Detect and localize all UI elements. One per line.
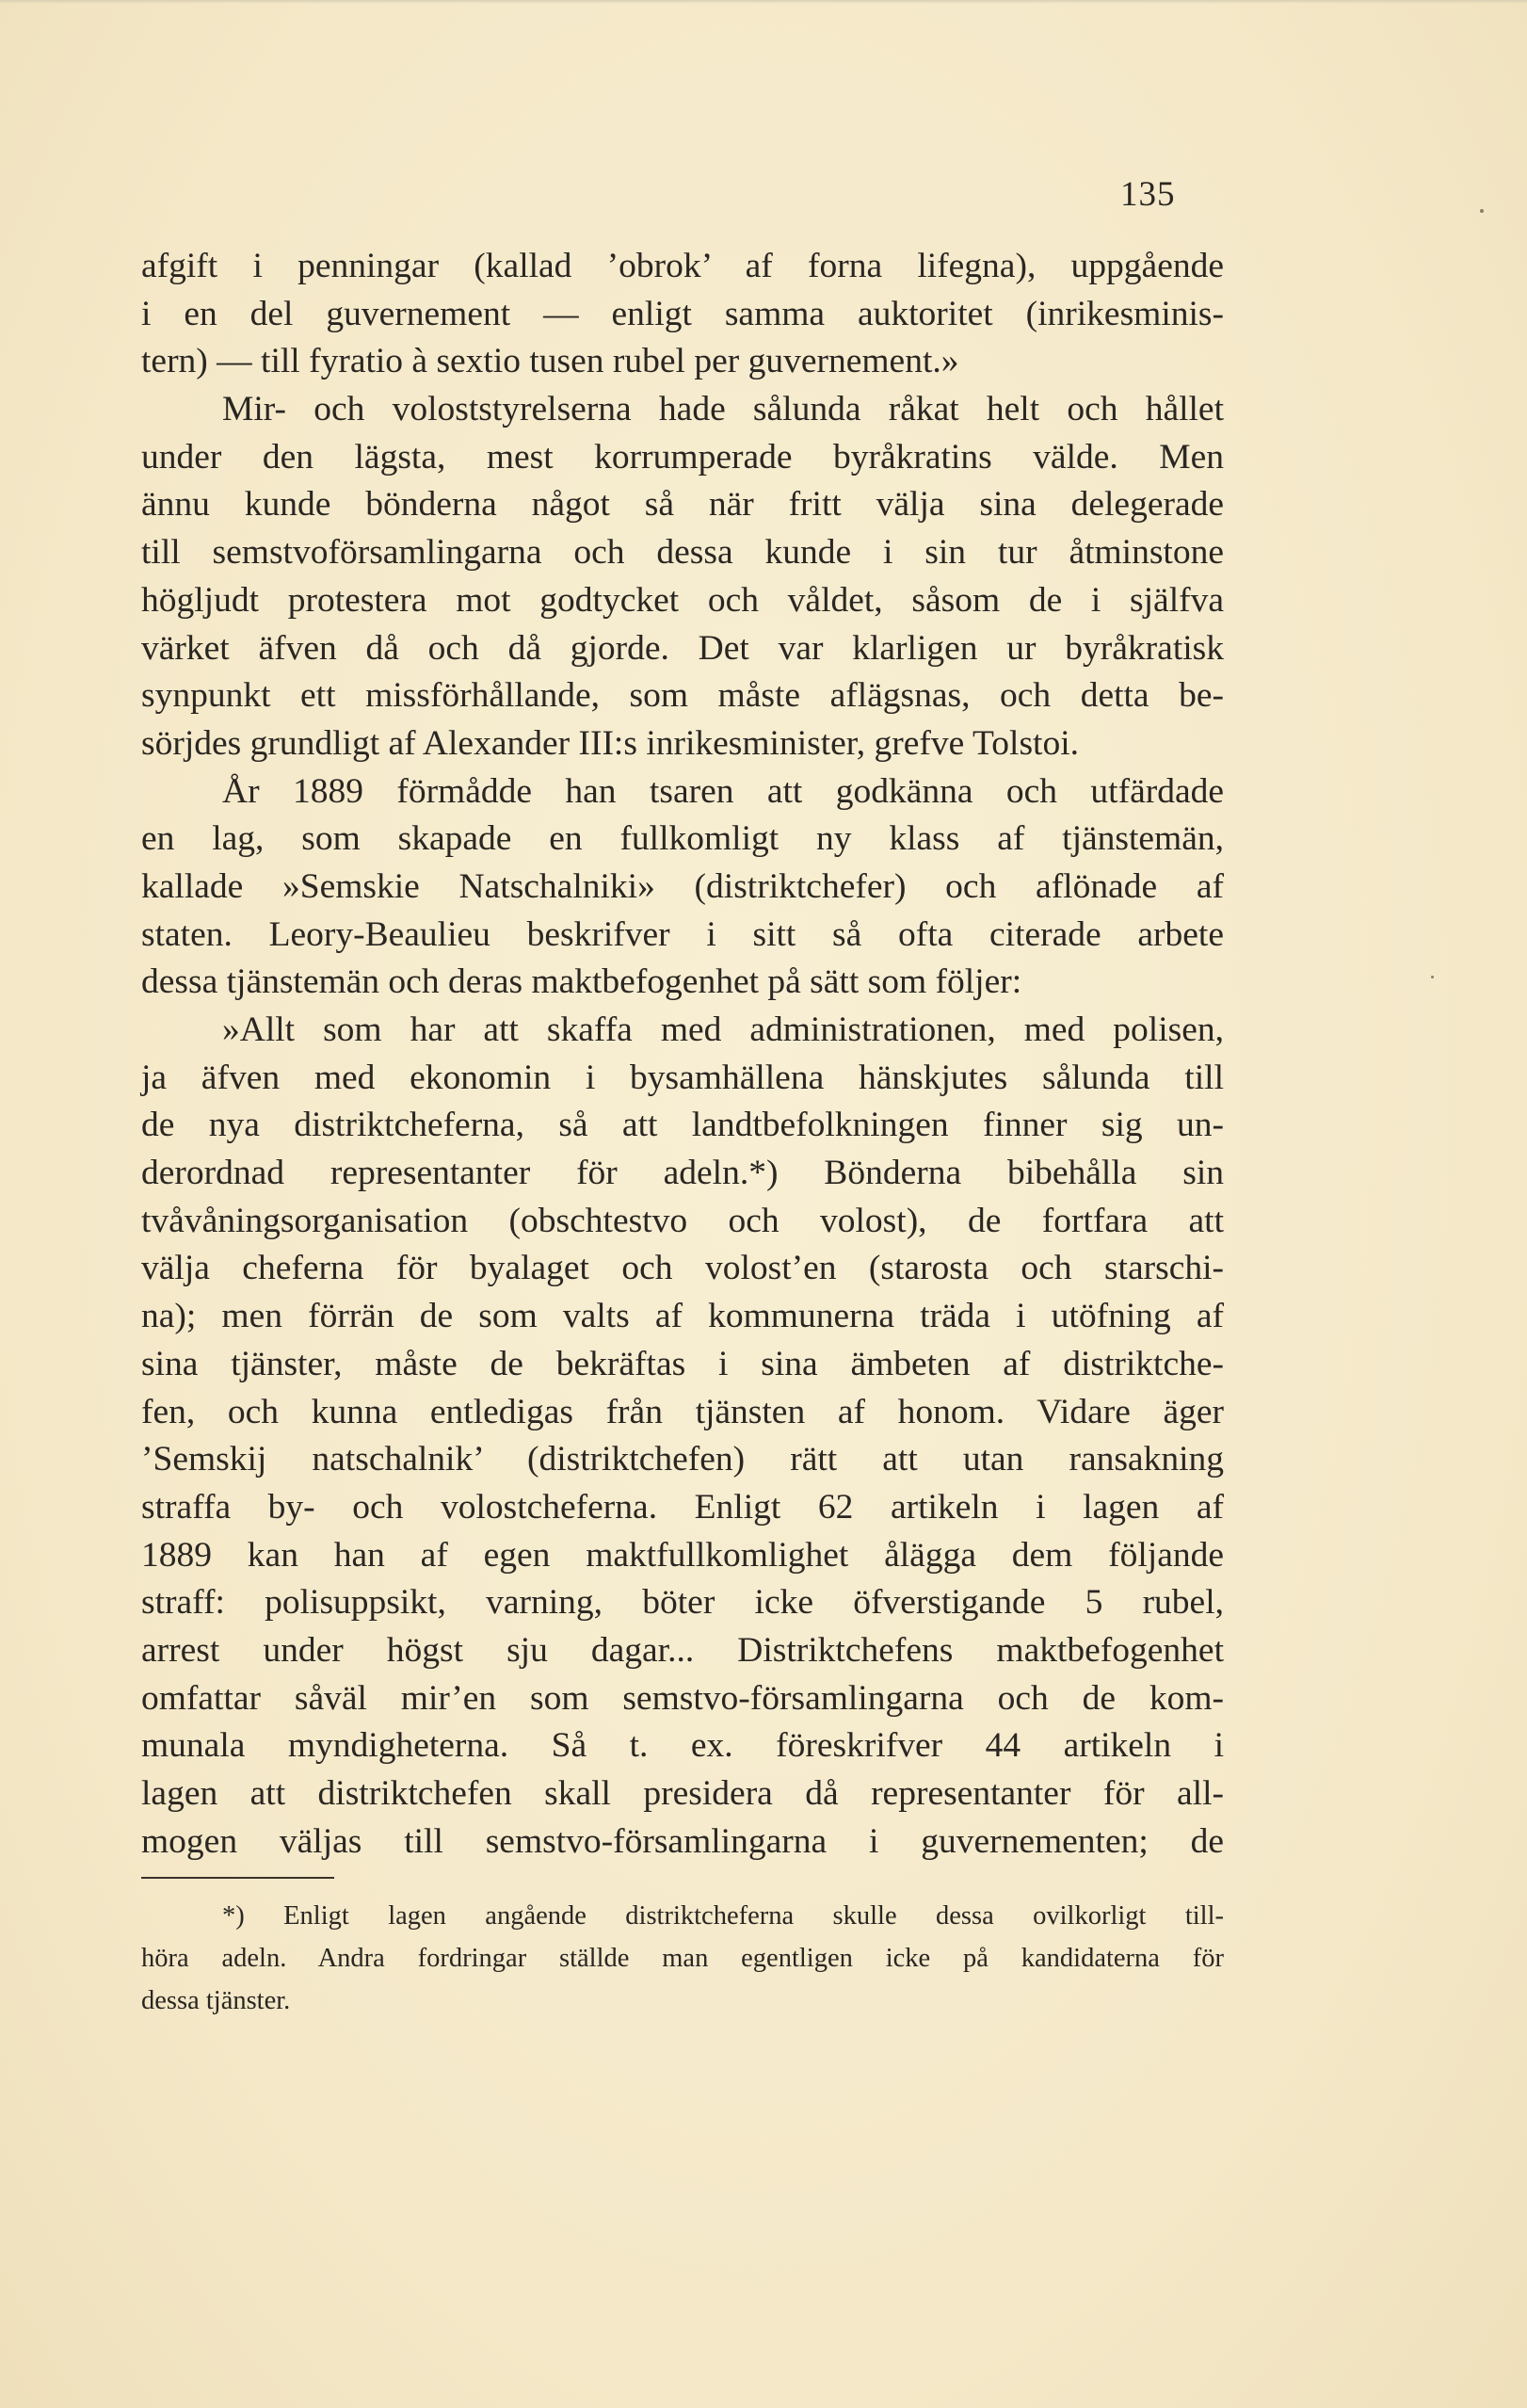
paper-speck xyxy=(1431,976,1434,978)
text-line: synpunkt ett missförhållande, som måste aflägsnas, och detta be- xyxy=(141,676,1224,716)
text-line: ja äfven med ekonomin i bysamhällena hänskjutes sålunda till xyxy=(141,1058,1224,1097)
page-number: 135 xyxy=(1120,175,1176,214)
text-line: tern) — till fyratio à sextio tusen rubel per guvernement.» xyxy=(141,342,959,381)
text-line: arrest under högst sju dagar... Distriktchefens maktbefogenhet xyxy=(141,1630,1224,1670)
text-line: lagen att distriktchefen skall presidera då representanter för all- xyxy=(141,1774,1224,1813)
text-line: straffa by- och volostcheferna. Enligt 62 artikeln i lagen af xyxy=(141,1487,1224,1527)
text-line: sörjdes grundligt af Alexander III:s inrikesminister, grefve Tolstoi. xyxy=(141,723,1080,763)
footnote-line: dessa tjänster. xyxy=(141,1986,291,2015)
text-line: mogen väljas till semstvo-församlingarna i guvernementen; de xyxy=(141,1821,1224,1861)
text-line: de nya distriktcheferna, så att landtbefolkningen finner sig un- xyxy=(141,1106,1224,1145)
text-line: dessa tjänstemän och deras maktbefogenhet på sätt som följer: xyxy=(141,962,1022,1002)
text-line: kallade »Semskie Natschalniki» (distriktchefer) och aflönade af xyxy=(141,866,1224,906)
text-line: omfattar såväl mir’en som semstvo-församlingarna och de kom- xyxy=(141,1678,1224,1718)
text-line: till semstvoförsamlingarna och dessa kunde i sin tur åtminstone xyxy=(141,533,1224,573)
text-line: afgift i penningar (kallad ’obrok’ af forna lifegna), uppgående xyxy=(141,247,1224,285)
text-line: högljudt protestera mot godtycket och våldet, såsom de i själfva xyxy=(141,580,1224,620)
text-line: i en del guvernement — enligt samma auktoritet (inrikesminis- xyxy=(141,294,1224,333)
text-line: »Allt som har att skaffa med administrationen, med polisen, xyxy=(222,1010,1224,1049)
text-line: Mir- och voloststyrelserna hade sålunda råkat helt och hållet xyxy=(222,390,1224,429)
text-line: na); men förrän de som valts af kommunerna träda i utöfning af xyxy=(141,1297,1224,1336)
footnote-line: höra adeln. Andra fordringar ställde man egentligen icke på kandidaterna för xyxy=(141,1944,1224,1973)
paper-speck xyxy=(1480,209,1484,213)
text-line: sina tjänster, måste de bekräftas i sina ämbeten af distriktche- xyxy=(141,1344,1224,1383)
text-line: värket äfven då och då gjorde. Det var klarligen ur byråkratisk xyxy=(141,628,1224,668)
text-line: en lag, som skapade en fullkomligt ny klass af tjänstemän, xyxy=(141,819,1224,859)
text-line: År 1889 förmådde han tsaren att godkänna och utfärdade xyxy=(222,771,1224,811)
footnote-rule xyxy=(141,1877,334,1879)
text-line: straff: polisuppsikt, varning, böter icke öfverstigande 5 rubel, xyxy=(141,1583,1224,1623)
text-line: ’Semskij natschalnik’ (distriktchefen) rätt att utan ransakning xyxy=(141,1440,1224,1479)
text-line: välja cheferna för byalaget och volost’en (starosta och starschi- xyxy=(141,1249,1224,1288)
page-top-edge xyxy=(0,0,1527,4)
text-line: under den lägsta, mest korrumperade byråkratins välde. Men xyxy=(141,437,1224,477)
footnote-line: *) Enligt lagen angående distriktcheferna skulle dessa ovilkorligt till- xyxy=(222,1901,1224,1931)
text-line: fen, och kunna entledigas från tjänsten af honom. Vidare äger xyxy=(141,1392,1224,1431)
text-line: ännu kunde bönderna något så när fritt välja sina delegerade xyxy=(141,485,1224,525)
text-line: 1889 kan han af egen maktfullkomlighet ålägga dem följande xyxy=(141,1535,1224,1575)
body-text xyxy=(141,243,1224,1866)
footnote xyxy=(141,1895,1224,2022)
text-line: derordnad representanter för adeln.*) Bönderna bibehålla sin xyxy=(141,1154,1224,1193)
text-line: staten. Leory-Beaulieu beskrifver i sitt så ofta citerade arbete xyxy=(141,914,1224,954)
text-line: munala myndigheterna. Så t. ex. föreskrifver 44 artikeln i xyxy=(141,1726,1224,1766)
text-line: tvåvåningsorganisation (obschtestvo och volost), de fortfara att xyxy=(141,1201,1224,1240)
